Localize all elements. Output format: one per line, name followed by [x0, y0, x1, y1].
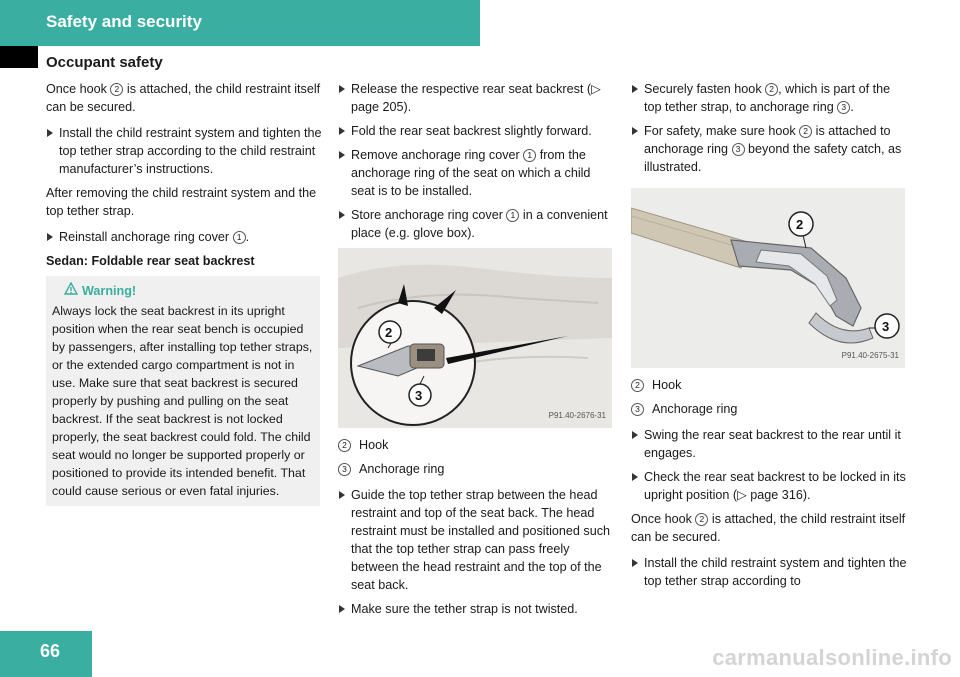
- instruction-item: Remove anchorage ring cover 1 from the anchorage ring of the seat on which a child seat is to be installed.: [338, 146, 614, 200]
- watermark: carmanualsonline.info: [712, 645, 952, 670]
- chapter-tab-marker: [0, 46, 38, 68]
- column-3: [631, 80, 907, 596]
- instruction-item: For safety, make sure hook 2 is attached to anchorage ring 3 beyond the safety catch, as illustrated.: [631, 122, 907, 176]
- callout-number: 3: [837, 101, 850, 114]
- callout-number: 3: [338, 463, 351, 476]
- callout-number: 2: [695, 513, 708, 526]
- warning-box: [46, 276, 320, 506]
- hook-anchorage-illustration: [631, 188, 905, 368]
- section-title: Occupant safety: [46, 54, 163, 71]
- warning-triangle-icon: [64, 282, 78, 300]
- instruction-item: Check the rear seat backrest to be locked in its upright position (▷ page 316).: [631, 468, 907, 504]
- paragraph: After removing the child restraint system and the top tether strap.: [46, 186, 317, 218]
- svg-text:3: 3: [415, 388, 423, 403]
- figure-code: P91.40-2675-31: [841, 351, 899, 360]
- page-number: 66: [40, 641, 61, 661]
- paragraph: Once hook 2 is attached, the child restraint itself can be secured.: [46, 82, 321, 114]
- svg-text:2: 2: [796, 217, 804, 232]
- legend-item: 3 Anchorage ring: [631, 400, 907, 418]
- callout-number: 3: [732, 143, 745, 156]
- page-reference-arrow-icon: ▷: [737, 488, 747, 502]
- legend-item: 3 Anchorage ring: [338, 460, 614, 478]
- instruction-item: Reinstall anchorage ring cover 1 .: [46, 228, 322, 246]
- instruction-item: Make sure the tether strap is not twisted.: [338, 600, 614, 618]
- chapter-title: Safety and security: [46, 12, 202, 31]
- callout-number: 1: [523, 149, 536, 162]
- page-number-box: [0, 631, 92, 677]
- callout-number: 2: [110, 83, 123, 96]
- warning-header: Warning!: [52, 282, 314, 300]
- column-1: [46, 80, 322, 506]
- instruction-item: Store anchorage ring cover 1 in a convenient place (e.g. glove box).: [338, 206, 614, 242]
- instruction-item: Fold the rear seat backrest slightly forward.: [338, 122, 614, 140]
- page-reference-arrow-icon: ▷: [591, 82, 601, 96]
- figure-code: P91.40-2676-31: [548, 411, 606, 420]
- callout-number: 1: [506, 209, 519, 222]
- callout-number: 2: [765, 83, 778, 96]
- warning-text: Always lock the seat backrest in its upright position when the rear seat bench is occupied by passengers, after installing top tether straps, or the extended cargo compartment is not in use. Make sure that seat backrest is secured properly by pushing and pulling on the seat backrest. If the seat backrest is not locked properly, the seat backrest could fold. The child seat would no longer be supported properly or positioned to provide its intended benefit. That could cause serious or even fatal injuries.: [52, 304, 313, 498]
- legend-item: 2 Hook: [338, 436, 614, 454]
- paragraph: Once hook 2 is attached, the child restraint itself can be secured.: [631, 512, 906, 544]
- legend-item: 2 Hook: [631, 376, 907, 394]
- callout-number: 1: [233, 231, 246, 244]
- instruction-item: Guide the top tether strap between the head restraint and top of the seat back. The head restraint must be installed and positioned such that the top tether strap can pass freely between the head restraint and the top of the seat back.: [338, 486, 614, 594]
- seat-anchorage-illustration: [338, 248, 612, 428]
- column-2: [338, 80, 614, 624]
- subheading: Sedan: Foldable rear seat backrest: [46, 254, 255, 268]
- svg-text:2: 2: [385, 325, 393, 340]
- svg-text:3: 3: [882, 319, 890, 334]
- callout-number: 2: [338, 439, 351, 452]
- callout-number: 2: [799, 125, 812, 138]
- callout-number: 3: [631, 403, 644, 416]
- instruction-item: Securely fasten hook 2 , which is part of the top tether strap, to anchorage ring 3 .: [631, 80, 907, 116]
- instruction-item: Install the child restraint system and tighten the top tether strap according to: [631, 554, 907, 590]
- callout-number: 2: [631, 379, 644, 392]
- instruction-item: Release the respective rear seat backrest (▷ page 205).: [338, 80, 614, 116]
- instruction-item: Install the child restraint system and tighten the top tether strap according to the child restraint manufacturer’s instructions.: [46, 124, 322, 178]
- instruction-item: Swing the rear seat backrest to the rear until it engages.: [631, 426, 907, 462]
